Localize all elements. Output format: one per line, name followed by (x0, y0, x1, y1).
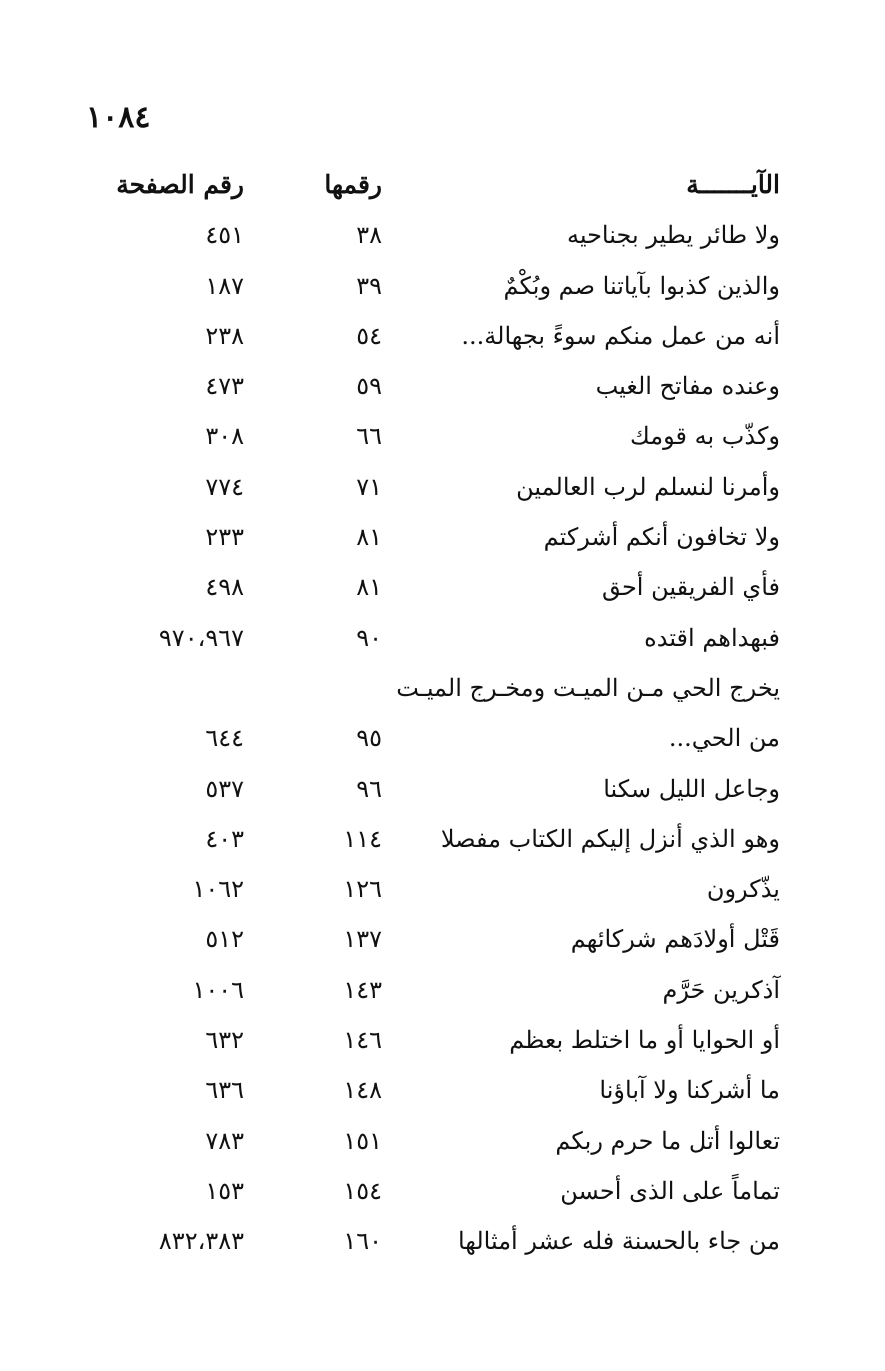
verse-index-table (116, 160, 780, 1267)
table-row (120, 1216, 780, 1266)
ayah-text: قَتْل أولادَهم شركائهم (570, 925, 780, 954)
table-row (120, 613, 780, 663)
table-row (120, 361, 780, 411)
ayah-text: فأي الفريقين أحق (601, 573, 780, 602)
table-row (120, 764, 780, 814)
ayah-text: أنه من عمل منكم سوءً بجهالة... (461, 321, 780, 350)
page-reference: ١٥٣ (205, 1176, 244, 1205)
page-reference (120, 663, 244, 713)
table-row (120, 864, 780, 914)
ayah-number: ٩٦ (356, 774, 382, 803)
ayah-number: ١٤٨ (343, 1076, 382, 1105)
page-reference: ١٠٦٢ (192, 875, 244, 904)
ayah-text: يذّكرون (706, 875, 780, 904)
ayah-number: ١٦٠ (343, 1227, 382, 1256)
ayah-number (312, 663, 382, 713)
ayah-text: وعنده مفاتح الغيب (595, 372, 780, 401)
page-reference: ٦٣٢ (205, 1026, 244, 1055)
page-reference: ١٨٧ (205, 271, 244, 300)
table-row (120, 814, 780, 864)
ayah-number: ٦٦ (356, 422, 382, 451)
ayah-number: ١٣٧ (343, 925, 382, 954)
ayah-number: ١١٤ (343, 824, 382, 853)
ayah-text: من جاء بالحسنة فله عشر أمثالها (457, 1227, 780, 1256)
table-row (120, 562, 780, 612)
ayah-text: تعالوا أتل ما حرم ربكم (555, 1126, 780, 1155)
page-reference: ٥٣٧ (205, 774, 244, 803)
page-reference: ٢٣٣ (205, 523, 244, 552)
ayah-number: ٥٤ (356, 321, 382, 350)
table-row (120, 713, 780, 763)
ayah-number: ١٤٦ (343, 1026, 382, 1055)
table-row (120, 1166, 780, 1216)
table-row (120, 210, 780, 260)
ayah-number: ٩٠ (356, 623, 382, 652)
table-row (120, 1065, 780, 1115)
ayah-number: ٨١ (356, 573, 382, 602)
ayah-number: ١٥١ (343, 1126, 382, 1155)
table-row (120, 914, 780, 964)
ayah-number: ٨١ (356, 523, 382, 552)
ayah-number: ٣٨ (356, 221, 382, 250)
ayah-text: يخرج الحي مـن الميـت ومخـرج الميـت (396, 673, 780, 702)
page-reference: ٢٣٨ (205, 321, 244, 350)
ayah-text: وأمرنا لنسلم لرب العالمين (516, 472, 780, 501)
header-page: رقم الصفحة (116, 170, 244, 199)
ayah-text: ولا طائر يطير بجناحيه (566, 221, 780, 250)
page-reference: ٥١٢ (205, 925, 244, 954)
ayah-text: والذين كذبوا بآياتنا صم وبُكْمٌ (503, 271, 780, 300)
table-row (120, 411, 780, 461)
page-reference: ٤٩٨ (205, 573, 244, 602)
ayah-text: تماماً على الذى أحسن (560, 1176, 780, 1205)
ayah-number: ٣٩ (356, 271, 382, 300)
page-reference: ٩٧٠،٩٦٧ (158, 623, 244, 652)
ayah-text: ما أشركنا ولا آباؤنا (599, 1076, 780, 1105)
table-row (120, 663, 780, 713)
header-number: رقمها (324, 170, 382, 199)
ayah-text: وكذّب به قومك (630, 422, 780, 451)
ayah-text: وجاعل الليل سكنا (603, 774, 780, 803)
page-number: ١٠٨٤ (86, 100, 151, 135)
page-reference: ٣٠٨ (205, 422, 244, 451)
page-reference: ٤٥١ (205, 221, 244, 250)
table-row (120, 965, 780, 1015)
ayah-number: ٧١ (356, 472, 382, 501)
ayah-number: ٩٥ (356, 724, 382, 753)
ayah-number: ٥٩ (356, 372, 382, 401)
table-row (120, 462, 780, 512)
page-reference: ٧٧٤ (205, 472, 244, 501)
page-reference: ١٠٠٦ (192, 975, 244, 1004)
page-reference: ٦٤٤ (205, 724, 244, 753)
page-reference: ٧٨٣ (205, 1126, 244, 1155)
table-row (120, 261, 780, 311)
table-row (120, 512, 780, 562)
header-ayah: الآيـــــــة (686, 170, 780, 199)
table-row (120, 311, 780, 361)
table-row (120, 1015, 780, 1065)
page-reference: ٤٧٣ (205, 372, 244, 401)
ayah-text: آذكرين حَرَّم (662, 975, 780, 1004)
ayah-text: وهو الذي أنزل إليكم الكتاب مفصلا (440, 824, 780, 853)
ayah-number: ١٤٣ (343, 975, 382, 1004)
ayah-text: من الحي... (668, 724, 780, 753)
ayah-text: فبهداهم اقتده (644, 623, 780, 652)
ayah-number: ١٥٤ (343, 1176, 382, 1205)
page-reference: ٦٣٦ (205, 1076, 244, 1105)
ayah-number: ١٢٦ (343, 875, 382, 904)
page-reference: ٨٣٢،٣٨٣ (158, 1227, 244, 1256)
table-row (120, 1116, 780, 1166)
ayah-text: أو الحوايا أو ما اختلط بعظم (509, 1026, 780, 1055)
table-header (116, 160, 780, 210)
ayah-text: ولا تخافون أنكم أشركتم (543, 523, 780, 552)
page-reference: ٤٠٣ (205, 824, 244, 853)
